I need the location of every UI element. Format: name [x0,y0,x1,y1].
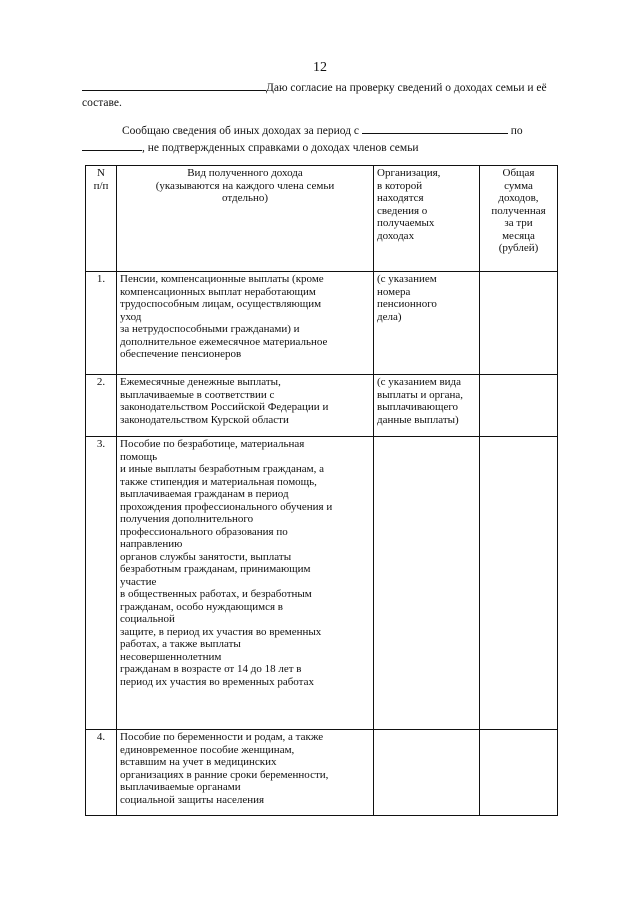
intro-text-to: по [510,125,523,137]
row-income-type: Пенсии, компенсационные выплаты (кроме компенсационных выплат неработающим трудоспособным лицам, осуществляющим уход за нетрудоспособными гражданами) и дополнительное ежемесячное материальное обеспечение пенсионеров [117,272,374,375]
intro-text-end: , не подтвержденных справками о доходах членов семьи [142,142,419,154]
row-number: 1. [86,272,117,375]
period-end-blank[interactable] [82,139,142,151]
income-period-statement [82,122,562,156]
row-number: 2. [86,375,117,437]
table-row [86,375,558,437]
row-sum-cell[interactable] [480,272,558,375]
income-table [85,165,558,816]
row-organization[interactable] [374,437,480,730]
row-number: 4. [86,730,117,816]
row-number: 3. [86,437,117,730]
row-sum-cell[interactable] [480,730,558,816]
page-number: 12 [313,60,327,75]
header-total-sum: Общая сумма доходов, полученная за три месяца (рублей) [480,166,558,272]
period-start-blank[interactable] [362,122,508,134]
table-row [86,437,558,730]
row-sum-cell[interactable] [480,375,558,437]
row-organization[interactable]: (с указанием вида выплаты и органа, выплачивающего данные выплаты) [374,375,480,437]
header-number: N п/п [86,166,117,272]
table-header-row [86,166,558,272]
table-row [86,272,558,375]
signature-blank-line[interactable] [82,79,266,91]
row-income-type: Ежемесячные денежные выплаты, выплачиваемые в соответствии с законодательством Российской Федерации и законодательством Курской области [117,375,374,437]
consent-text: Даю согласие на проверку сведений о доходах семьи и её составе. [82,82,547,109]
row-organization[interactable]: (с указанием номера пенсионного дела) [374,272,480,375]
row-sum-cell[interactable] [480,437,558,730]
header-organization: Организация, в которой находятся сведения о получаемых доходах [374,166,480,272]
consent-statement [82,79,562,111]
table-row [86,730,558,816]
row-income-type: Пособие по безработице, материальная помощь и иные выплаты безработным гражданам, а также стипендия и материальная помощь, выплачиваемая гражданам в период прохождения профессионального обучения и получения дополнительного профессионального образования по направлению органов службы занятости, выплаты безработным гражданам, принимающим участие в общественных работах, и безработным гражданам, особо нуждающимся в социальной защите, в период их участия во временных работах, а также выплаты несовершеннолетним гражданам в возрасте от 14 до 18 лет в период их участия во временных работах [117,437,374,730]
intro-text-start: Сообщаю сведения об иных доходах за период с [122,125,359,137]
header-income-type: Вид полученного дохода (указываются на каждого члена семьи отдельно) [117,166,374,272]
row-organization[interactable] [374,730,480,816]
row-income-type: Пособие по беременности и родам, а также единовременное пособие женщинам, вставшим на учет в медицинских организациях в ранние сроки беременности, выплачиваемые органами социальной защиты населения [117,730,374,816]
